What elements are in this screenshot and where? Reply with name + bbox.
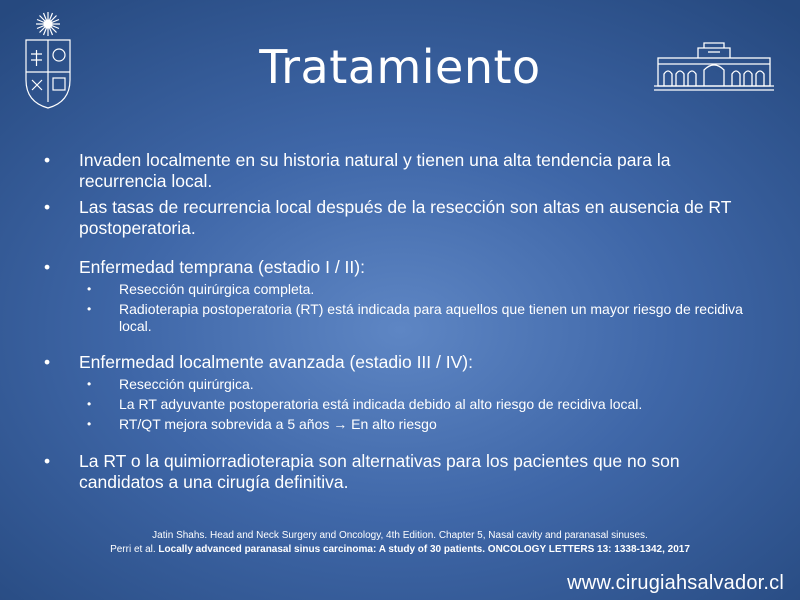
- bullet-text: Invaden localmente en su historia natural y tienen una alta tendencia para la recurrencia local.: [79, 150, 671, 191]
- sub-bullet-icon: •: [87, 397, 92, 411]
- bullet-item: [40, 197, 760, 239]
- bullet-icon: •: [44, 451, 51, 471]
- bullet-icon: •: [44, 197, 51, 217]
- reference-title: Locally advanced paranasal sinus carcinoma: A study of 30 patients. ONCOLOGY LETTERS 13: 1338-1342, 2017: [158, 544, 690, 555]
- sub-bullet-item: [40, 301, 760, 335]
- reference-line-1: Jatin Shahs. Head and Neck Surgery and Oncology, 4th Edition. Chapter 5, Nasal cavity and paranasal sinuses.: [152, 530, 648, 541]
- bullet-item: [40, 352, 760, 373]
- bullet-item: [40, 257, 760, 278]
- reference-authors: Perri et al.: [110, 544, 156, 555]
- sub-bullet-text: Resección quirúrgica completa.: [119, 281, 315, 297]
- bullet-icon: •: [44, 150, 51, 170]
- bullet-list: [40, 150, 760, 493]
- sub-bullet-icon: •: [87, 377, 92, 391]
- sub-bullet-text: RT/QT mejora sobrevida a 5 años → En alto riesgo: [119, 416, 437, 432]
- footer-url: www.cirugiahsalvador.cl: [567, 572, 784, 594]
- references: [0, 529, 800, 557]
- slide-title: Tratamiento: [259, 40, 541, 94]
- sub-bullet-item: [40, 281, 760, 298]
- bullet-text: Las tasas de recurrencia local después de la resección son altas en ausencia de RT postoperatoria.: [79, 197, 732, 238]
- sub-bullet-item: [40, 376, 760, 393]
- reference-line-2: [0, 543, 800, 557]
- sub-bullet-text: La RT adyuvante postoperatoria está indicada debido al alto riesgo de recidiva local.: [119, 396, 643, 412]
- sub-bullet-item: [40, 416, 760, 433]
- sub-bullet-icon: •: [87, 417, 92, 431]
- bullet-text: Enfermedad localmente avanzada (estadio III / IV):: [79, 352, 473, 372]
- bullet-icon: •: [44, 352, 51, 372]
- bullet-item: [40, 451, 760, 493]
- sub-bullet-text: Radioterapia postoperatoria (RT) está indicada para aquellos que tienen un mayor riesgo de recidiva local.: [119, 301, 743, 334]
- sub-bullet-icon: •: [87, 282, 92, 296]
- sub-bullet-icon: •: [87, 302, 92, 316]
- bullet-icon: •: [44, 257, 51, 277]
- sub-bullet-item: [40, 396, 760, 413]
- bullet-text: La RT o la quimiorradioterapia son alternativas para los pacientes que no son candidatos a una cirugía definitiva.: [79, 451, 680, 492]
- bullet-item: [40, 150, 760, 192]
- bullet-text: Enfermedad temprana (estadio I / II):: [79, 257, 365, 277]
- sub-bullet-text: Resección quirúrgica.: [119, 376, 254, 392]
